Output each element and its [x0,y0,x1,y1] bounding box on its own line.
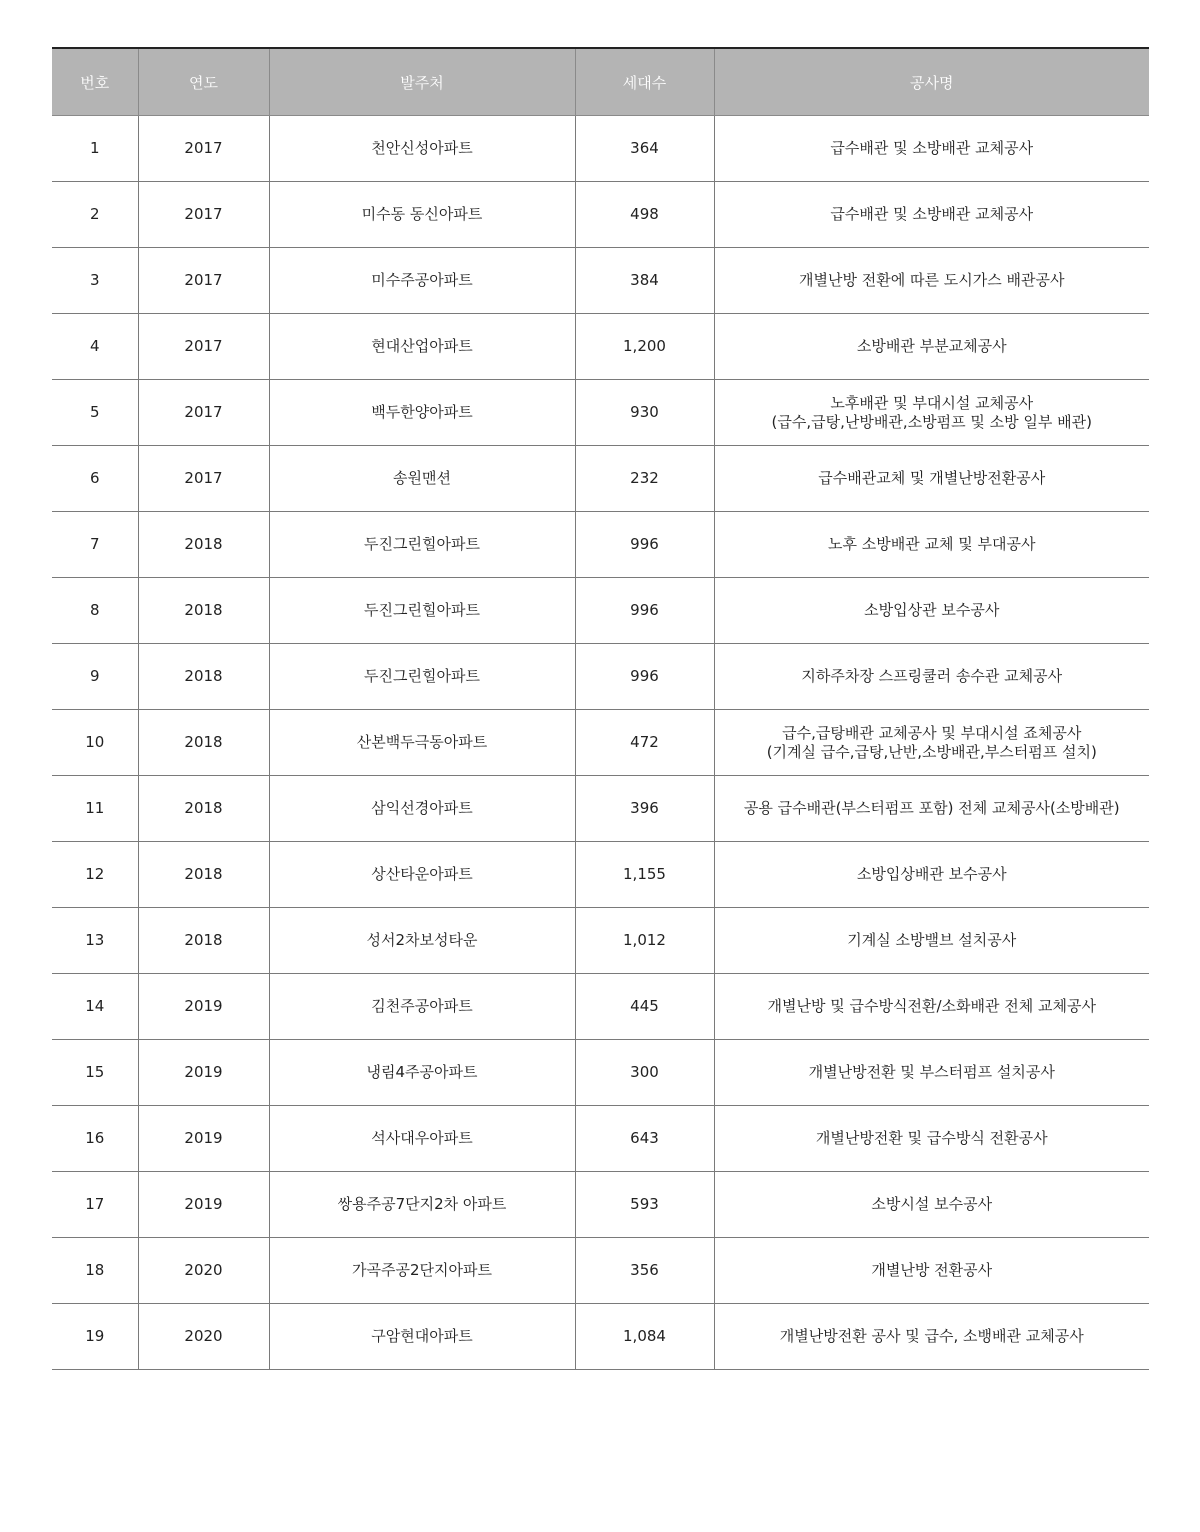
cell-units: 498 [575,182,714,248]
cell-client: 삼익선경아파트 [269,776,575,842]
cell-work [714,1040,1149,1106]
work-line: 소방시설 보수공사 [871,1195,993,1213]
cell-work [714,710,1149,776]
cell-work [714,842,1149,908]
cell-year: 2017 [138,380,269,446]
cell-work [714,1238,1149,1304]
cell-units: 643 [575,1106,714,1172]
cell-units: 593 [575,1172,714,1238]
table-row [52,1238,1149,1304]
header-work: 공사명 [714,48,1149,116]
cell-units: 364 [575,116,714,182]
cell-units: 356 [575,1238,714,1304]
cell-work [714,314,1149,380]
table-header-row [52,48,1149,116]
cell-year: 2018 [138,644,269,710]
cell-client: 미수동 동신아파트 [269,182,575,248]
cell-client: 석사대우아파트 [269,1106,575,1172]
cell-work [714,512,1149,578]
cell-no: 6 [52,446,138,512]
cell-units: 1,084 [575,1304,714,1370]
cell-client: 두진그린힐아파트 [269,512,575,578]
cell-client: 두진그린힐아파트 [269,644,575,710]
cell-year: 2017 [138,446,269,512]
work-line: 소방배관 부분교체공사 [856,337,1007,355]
cell-year: 2017 [138,248,269,314]
work-line: 급수배관교체 및 개별난방전환공사 [818,469,1046,487]
table-body [52,116,1149,1370]
cell-year: 2018 [138,776,269,842]
cell-client: 미수주공아파트 [269,248,575,314]
cell-work [714,578,1149,644]
cell-units: 384 [575,248,714,314]
work-line: (기계실 급수,급탕,난반,소방배관,부스터펌프 설치) [766,742,1097,761]
cell-year: 2017 [138,116,269,182]
cell-units: 300 [575,1040,714,1106]
cell-client: 송원맨션 [269,446,575,512]
cell-client: 산본백두극동아파트 [269,710,575,776]
cell-year: 2017 [138,182,269,248]
cell-client: 백두한양아파트 [269,380,575,446]
table-row [52,644,1149,710]
cell-work [714,1106,1149,1172]
cell-no: 16 [52,1106,138,1172]
work-line: 지하주차장 스프링쿨러 송수관 교체공사 [801,667,1063,685]
table-row [52,116,1149,182]
work-line: 개별난방전환 공사 및 급수, 소뱅배관 교체공사 [779,1327,1084,1345]
cell-no: 14 [52,974,138,1040]
work-line: 노후배관 및 부대시설 교체공사 [830,393,1034,412]
table-row [52,314,1149,380]
cell-units: 232 [575,446,714,512]
table-row [52,578,1149,644]
cell-year: 2019 [138,1040,269,1106]
cell-client: 성서2차보성타운 [269,908,575,974]
work-line: 기계실 소방밸브 설치공사 [847,931,1017,949]
cell-year: 2020 [138,1304,269,1370]
table-row [52,1304,1149,1370]
work-line: 소방입상배관 보수공사 [856,865,1007,883]
cell-year: 2020 [138,1238,269,1304]
cell-work [714,446,1149,512]
work-line: (급수,급탕,난방배관,소방펌프 및 소방 일부 배관) [771,412,1092,431]
cell-no: 12 [52,842,138,908]
cell-work [714,1304,1149,1370]
table-row [52,1040,1149,1106]
cell-client: 천안신성아파트 [269,116,575,182]
work-line: 급수,급탕배관 교체공사 및 부대시설 죠체공사 [782,723,1082,742]
table-row [52,446,1149,512]
cell-units: 996 [575,512,714,578]
cell-client: 쌍용주공7단지2차 아파트 [269,1172,575,1238]
cell-year: 2019 [138,1106,269,1172]
work-line: 급수배관 및 소방배관 교체공사 [830,139,1034,157]
cell-client: 두진그린힐아파트 [269,578,575,644]
table-row [52,1106,1149,1172]
header-client: 발주처 [269,48,575,116]
work-line: 개별난방 전환공사 [871,1261,993,1279]
cell-year: 2018 [138,578,269,644]
cell-units: 396 [575,776,714,842]
cell-units: 472 [575,710,714,776]
cell-year: 2018 [138,842,269,908]
cell-client: 김천주공아파트 [269,974,575,1040]
cell-units: 1,200 [575,314,714,380]
header-year: 연도 [138,48,269,116]
cell-no: 4 [52,314,138,380]
table-row [52,974,1149,1040]
table-row [52,182,1149,248]
work-line: 개별난방전환 및 부스터펌프 설치공사 [808,1063,1055,1081]
cell-year: 2018 [138,710,269,776]
work-line: 급수배관 및 소방배관 교체공사 [830,205,1034,223]
cell-units: 996 [575,578,714,644]
cell-client: 상산타운아파트 [269,842,575,908]
cell-no: 11 [52,776,138,842]
cell-work [714,776,1149,842]
table-row [52,710,1149,776]
cell-work [714,974,1149,1040]
cell-client: 냉림4주공아파트 [269,1040,575,1106]
cell-no: 1 [52,116,138,182]
work-line: 개별난방전환 및 급수방식 전환공사 [815,1129,1048,1147]
cell-year: 2019 [138,1172,269,1238]
cell-no: 8 [52,578,138,644]
cell-year: 2018 [138,512,269,578]
cell-no: 13 [52,908,138,974]
work-line: 개별난방 및 급수방식전환/소화배관 전체 교체공사 [767,997,1096,1015]
cell-work [714,116,1149,182]
work-line: 공용 급수배관(부스터펌프 포함) 전체 교체공사(소방배관) [743,799,1120,817]
cell-year: 2019 [138,974,269,1040]
construction-records-table [52,47,1149,1370]
table-row [52,512,1149,578]
cell-work [714,248,1149,314]
table-row [52,776,1149,842]
cell-year: 2018 [138,908,269,974]
cell-no: 10 [52,710,138,776]
cell-no: 3 [52,248,138,314]
cell-no: 2 [52,182,138,248]
table-row [52,908,1149,974]
cell-year: 2017 [138,314,269,380]
cell-work [714,644,1149,710]
cell-no: 5 [52,380,138,446]
table-row [52,248,1149,314]
table-row [52,380,1149,446]
cell-client: 구암현대아파트 [269,1304,575,1370]
work-line: 노후 소방배관 교체 및 부대공사 [828,535,1036,553]
cell-client: 가곡주공2단지아파트 [269,1238,575,1304]
cell-units: 1,155 [575,842,714,908]
cell-no: 18 [52,1238,138,1304]
cell-work [714,1172,1149,1238]
cell-work [714,908,1149,974]
table-row [52,842,1149,908]
cell-no: 17 [52,1172,138,1238]
cell-client: 현대산업아파트 [269,314,575,380]
cell-no: 19 [52,1304,138,1370]
work-line: 소방입상관 보수공사 [864,601,1000,619]
cell-units: 996 [575,644,714,710]
table-row [52,1172,1149,1238]
cell-no: 9 [52,644,138,710]
cell-no: 7 [52,512,138,578]
cell-work [714,380,1149,446]
cell-no: 15 [52,1040,138,1106]
work-line: 개별난방 전환에 따른 도시가스 배관공사 [799,271,1065,289]
header-no: 번호 [52,48,138,116]
cell-units: 1,012 [575,908,714,974]
header-units: 세대수 [575,48,714,116]
cell-units: 930 [575,380,714,446]
cell-units: 445 [575,974,714,1040]
cell-work [714,182,1149,248]
